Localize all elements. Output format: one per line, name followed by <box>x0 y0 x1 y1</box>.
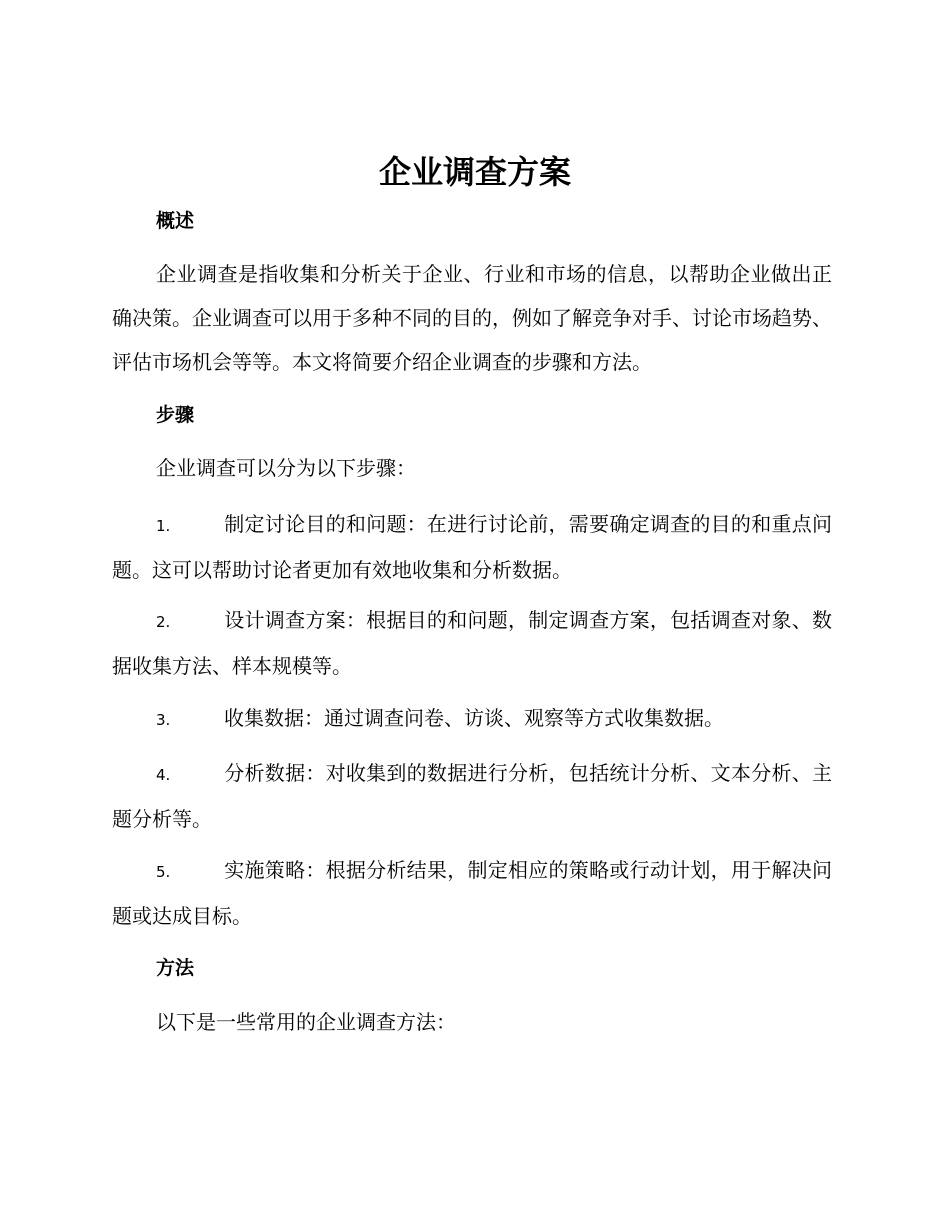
step-number: 4. <box>156 766 171 784</box>
step-number: 3. <box>156 711 171 729</box>
overview-paragraph: 企业调查是指收集和分析关于企业、行业和市场的信息，以帮助企业做出正确决策。企业调查可以用于多种不同的目的，例如了解竞争对手、讨论市场趋势、评估市场机会等等。本文将简要介绍企业调查的步骤和方法。 <box>112 262 832 374</box>
step-item-1 <box>112 502 832 592</box>
methods-intro: 以下是一些常用的企业调查方法： <box>156 1010 456 1034</box>
document-title: 企业调查方案 <box>378 153 571 191</box>
step-text: 制定讨论目的和问题：在进行讨论前，需要确定调查的目的和重点问题。这可以帮助讨论者更加有效地收集和分析数据。 <box>112 512 832 582</box>
steps-intro: 企业调查可以分为以下步骤： <box>156 456 416 480</box>
step-item-5 <box>112 848 832 938</box>
step-item-4 <box>112 751 832 841</box>
step-text: 收集数据：通过调查问卷、访谈、观察等方式收集数据。 <box>224 706 724 730</box>
section-heading-overview: 概述 <box>156 210 195 232</box>
step-item-2 <box>112 598 832 688</box>
section-heading-methods: 方法 <box>156 957 195 979</box>
step-text: 实施策略：根据分析结果，制定相应的策略或行动计划，用于解决问题或达成目标。 <box>112 858 832 928</box>
step-item-3 <box>112 696 832 742</box>
step-number: 1. <box>156 517 171 535</box>
step-number: 5. <box>156 863 171 881</box>
step-number: 2. <box>156 613 171 631</box>
section-heading-steps: 步骤 <box>156 404 195 426</box>
step-text: 分析数据：对收集到的数据进行分析，包括统计分析、文本分析、主题分析等。 <box>112 761 832 831</box>
step-text: 设计调查方案：根据目的和问题，制定调查方案，包括调查对象、数据收集方法、样本规模等。 <box>112 608 832 678</box>
